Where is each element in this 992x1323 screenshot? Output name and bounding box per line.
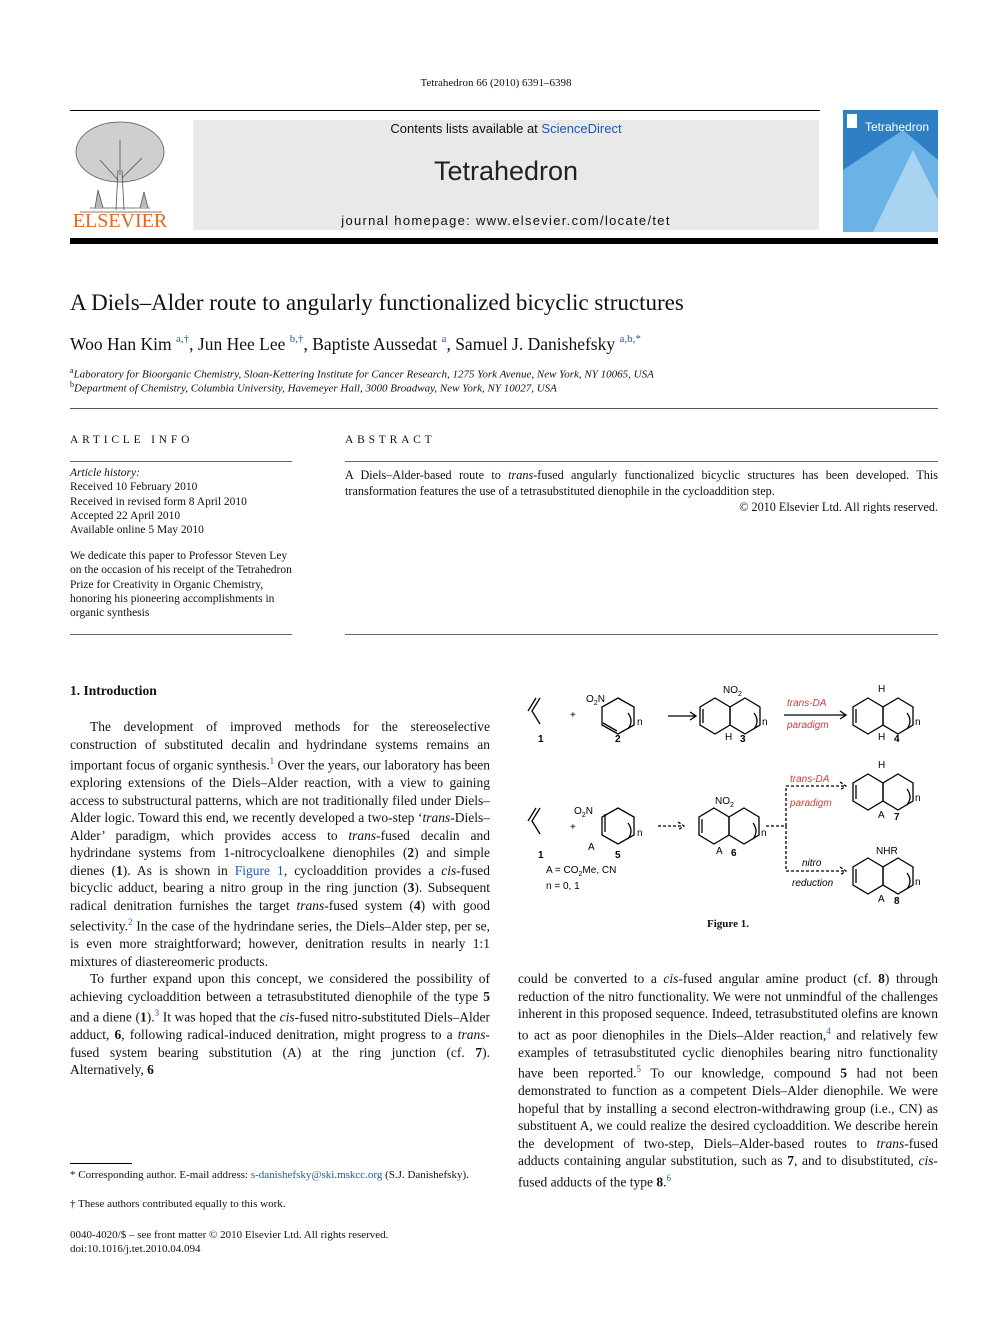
footnote-rule bbox=[70, 1163, 132, 1164]
arrow-2 bbox=[658, 822, 684, 830]
ref-1[interactable]: 1 bbox=[269, 756, 275, 766]
history-label: Article history: bbox=[70, 467, 140, 479]
label-3: 3 bbox=[740, 734, 746, 745]
abstract-text: A Diels–Alder-based route to bbox=[345, 468, 509, 482]
h-label: H bbox=[878, 684, 886, 695]
dedication: We dedicate this paper to Professor Steven Ley on the occasion of his receipt of the Tetrahedron Prize for Creativity in Organic Chemistry, honoring his pioneering accomplishments in organic synthesis bbox=[70, 550, 292, 620]
elsevier-wordmark: ELSEVIER bbox=[72, 210, 168, 232]
n-label: n bbox=[761, 828, 767, 839]
a-definition: $A = CO_2Me$, CN bbox=[546, 865, 617, 878]
info-rule-top bbox=[70, 461, 292, 462]
abstract-heading: ABSTRACT bbox=[345, 434, 436, 446]
figure-1 bbox=[518, 678, 938, 908]
label-2: 2 bbox=[615, 734, 621, 745]
info-rule-bottom bbox=[70, 634, 292, 635]
history-item: Available online 5 May 2010 bbox=[70, 524, 204, 537]
a-label: A bbox=[878, 810, 885, 821]
author-affiliation-mark[interactable]: a,b,* bbox=[619, 333, 641, 345]
adduct-3 bbox=[700, 698, 730, 734]
o2n-label: $O_2N$ bbox=[574, 806, 593, 819]
n-label: n bbox=[915, 793, 921, 804]
intro-paragraph-2-cont: could be converted to a cis-fused angular amine product (cf. 8) through reduction of the nitro functionality. We were not unmindful of the challenges inherent in this proposed sequence. Indeed, tetrasubstituted olefins are known to act as poor dienophiles in the Diels–Alder reaction,$^4$ and relatively few examples of tetrasubstituted cyclic dienophiles bearing nitro functionality have been reported.$^5$ To our knowledge, compound 5 had not been demonstrated to function as a competent Diels–Alder dienophile. We were hopeful that by installing a second electron-withdrawing group (i.e., CN) as substituent A, we could realize the desired cycloaddition. We describe herein the development of two-step, Diels–Alder-based routes to trans-fused adducts containing angular substitution, such as 7, and to disubstituted, cis-fused adducts of the type 8.$^6$ bbox=[518, 971, 938, 1189]
affiliation-b bbox=[70, 380, 557, 395]
n-label: n bbox=[637, 828, 643, 839]
history-item: Accepted 22 April 2010 bbox=[70, 509, 181, 522]
footnote-text: * Corresponding author. E-mail address: bbox=[70, 1169, 251, 1181]
label-4: 4 bbox=[894, 734, 900, 745]
author-email-link[interactable]: s-danishefsky@ski.mskcc.org bbox=[250, 1169, 383, 1181]
equal-contribution-note: † These authors contributed equally to this work. bbox=[70, 1198, 286, 1210]
affiliation-mark: b bbox=[70, 380, 74, 389]
header-thick-rule bbox=[70, 238, 938, 244]
diene-1b bbox=[528, 808, 540, 834]
figure-caption: Figure 1. bbox=[707, 918, 749, 930]
ref-2[interactable]: 2 bbox=[127, 917, 133, 927]
history-item: Received in revised form 8 April 2010 bbox=[70, 495, 247, 508]
diene-1 bbox=[528, 698, 544, 724]
label-6: 6 bbox=[731, 848, 737, 859]
trans-da-label: trans-DA bbox=[787, 698, 827, 709]
affiliation-mark: a bbox=[70, 366, 74, 375]
sciencedirect-link[interactable]: ScienceDirect bbox=[541, 121, 622, 136]
label-1: 1 bbox=[538, 734, 544, 745]
journal-reference: Tetrahedron 66 (2010) 6391–6398 bbox=[420, 77, 572, 89]
abstract-rule-top bbox=[345, 461, 938, 462]
journal-name: Tetrahedron bbox=[433, 156, 579, 186]
journal-homepage[interactable]: journal homepage: www.elsevier.com/locate/tet bbox=[341, 213, 671, 228]
ref-5[interactable]: 5 bbox=[636, 1064, 641, 1074]
author-affiliation-mark[interactable]: a bbox=[441, 333, 447, 345]
history-item: Received 10 February 2010 bbox=[70, 481, 198, 494]
figure-1-link[interactable]: Figure 1 bbox=[234, 862, 284, 878]
intro-right-column bbox=[518, 970, 938, 1191]
cover-title: Tetrahedron bbox=[865, 120, 930, 134]
issn-line: 0040-4020/$ – see front matter © 2010 Elsevier Ltd. All rights reserved. bbox=[70, 1229, 389, 1241]
section-rule bbox=[70, 408, 938, 409]
affiliation-a bbox=[70, 366, 654, 381]
article-title: A Diels–Alder route to angularly functionalized bicyclic structures bbox=[70, 290, 684, 315]
intro-paragraph-2: To further expand upon this concept, we considered the possibility of achieving cycloaddition between a tetrasubstituted dienophile of the type 5 and a diene (1).$^3$ It was hoped that the cis-fused nitro-substituted Diels–Alder adduct, 6, following radical-induced denitration, might progress to a trans-fused system bearing substitution (A) at the ring junction (cf. 7). Alternatively, 6 bbox=[70, 971, 490, 1077]
nhr-label: NHR bbox=[876, 846, 898, 857]
h-label: H bbox=[878, 760, 886, 771]
ref-6[interactable]: 6 bbox=[666, 1172, 671, 1183]
n-label: n bbox=[915, 717, 921, 728]
contents-line bbox=[193, 121, 819, 136]
author-affiliation-mark[interactable]: b,† bbox=[289, 333, 304, 345]
author-list: Woo Han Kim $^{a,\dagger}$, Jun Hee Lee $^{b,\dagger}$, Baptiste Aussedat $^a$, Samuel J. Danishefsky $^{a,b,*}$ bbox=[70, 333, 641, 354]
elsevier-logo[interactable] bbox=[70, 120, 170, 232]
a-label: A bbox=[588, 842, 595, 853]
adduct-6 bbox=[699, 808, 729, 844]
label-7: 7 bbox=[894, 812, 900, 823]
affiliation-text: Laboratory for Bioorganic Chemistry, Sloan-Kettering Institute for Cancer Research, 1275 York Avenue, New York, NY 10065, USA bbox=[73, 368, 654, 381]
affiliation-text: Department of Chemistry, Columbia University, Havemeyer Hall, 3000 Broadway, New York, NY 10027, USA bbox=[74, 382, 557, 395]
section-heading: 1. Introduction bbox=[70, 683, 157, 698]
label-1b: 1 bbox=[538, 850, 544, 861]
article-history bbox=[70, 466, 292, 537]
o2n-label: $O_2N$ bbox=[586, 694, 605, 707]
abstract-text-italic: trans bbox=[508, 468, 534, 482]
a-label: A bbox=[716, 846, 723, 857]
arrow-trans-da bbox=[784, 711, 846, 719]
author-name: Woo Han Kim bbox=[70, 334, 172, 354]
plus-sign: + bbox=[570, 710, 576, 721]
footnote-text: (S.J. Danishefsky). bbox=[382, 1169, 469, 1181]
paradigm-label: paradigm bbox=[790, 798, 832, 809]
author-name: Samuel J. Danishefsky bbox=[455, 334, 616, 354]
n-label: n bbox=[637, 717, 643, 728]
article-info-heading: ARTICLE INFO bbox=[70, 434, 194, 446]
ref-3[interactable]: 3 bbox=[154, 1008, 160, 1018]
corresponding-author-note bbox=[70, 1168, 490, 1182]
product-4 bbox=[853, 698, 883, 734]
arrow-1 bbox=[668, 712, 696, 720]
abstract-rule-bottom bbox=[345, 634, 938, 635]
header-rule bbox=[70, 110, 820, 111]
ref-4[interactable]: 4 bbox=[826, 1025, 831, 1036]
a-label: A bbox=[878, 894, 885, 905]
h-label: H bbox=[878, 732, 886, 743]
intro-paragraph-1: The development of improved methods for the stereoselective construction of substituted decalin and hydrindane systems remains an important focus of organic synthesis.$^1$ Over the years, our laboratory has been exploring extensions of the Diels–Alder reaction, with a view to gaining access to substructural patterns, which are not traditionally filed under Diels–Alder logic. Toward this end, we recently developed a two-step ‘trans-Diels–Alder’ paradigm, which provides access to trans-fused decalin and hydrindane systems from 1-nitrocycloalkene dienophiles (2) and simple dienes (1). As is shown in Figure 1, cycloaddition provides a cis-fused bicyclic adduct, bearing a nitro group in the ring junction (3). Subsequent radical denitration furnishes the target trans-fused system (4) with good selectivity.$^2$ In the case of the hydrindane series, the Diels–Alder step, per se, is even more straightforward; however, denitration results in nearly 1:1 mixtures of diastereomeric products. bbox=[70, 719, 491, 969]
author-affiliation-mark[interactable]: a,† bbox=[176, 333, 190, 345]
n-label: n bbox=[915, 877, 921, 888]
intro-left-column bbox=[70, 718, 490, 1079]
product-7 bbox=[853, 774, 883, 810]
contents-prefix: Contents lists available at bbox=[390, 121, 542, 136]
nitro-label: nitro bbox=[802, 858, 822, 869]
reaction-scheme bbox=[518, 678, 938, 908]
plus-sign: + bbox=[570, 822, 576, 833]
journal-cover[interactable] bbox=[843, 110, 938, 232]
author-name: Jun Hee Lee bbox=[197, 334, 286, 354]
h-label: H bbox=[725, 732, 733, 743]
no2-label: $NO_2$ bbox=[715, 796, 734, 809]
abstract-copyright: © 2010 Elsevier Ltd. All rights reserved. bbox=[739, 500, 938, 514]
n-definition: n = 0, 1 bbox=[546, 881, 580, 892]
label-8: 8 bbox=[894, 896, 900, 907]
author-name: Baptiste Aussedat bbox=[312, 334, 438, 354]
reduction-label: reduction bbox=[792, 878, 834, 889]
abstract-text: -fused angularly functionalized bicyclic structures has been developed. This transformation features the use of a tetrasubstituted dienophile in the cycloaddition step. bbox=[345, 468, 938, 498]
paradigm-label: paradigm bbox=[787, 720, 829, 731]
n-label: n bbox=[762, 717, 768, 728]
product-8 bbox=[853, 858, 883, 894]
no2-label: $NO_2$ bbox=[723, 685, 742, 698]
abstract-body bbox=[345, 467, 938, 515]
trans-da-label: trans-DA bbox=[790, 774, 830, 785]
doi-line[interactable]: doi:10.1016/j.tet.2010.04.094 bbox=[70, 1243, 201, 1255]
label-5: 5 bbox=[615, 850, 621, 861]
